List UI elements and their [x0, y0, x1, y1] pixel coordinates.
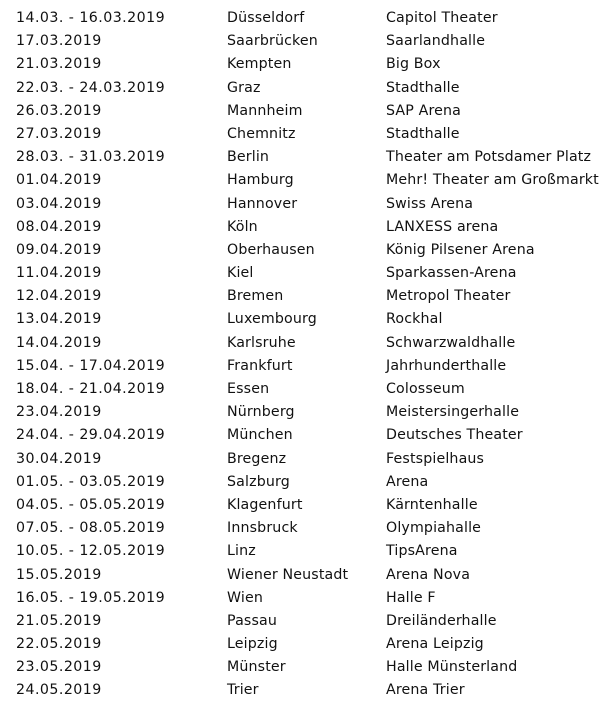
venue-cell: TipsArena [386, 543, 458, 560]
city-cell: Hamburg [227, 172, 294, 189]
venue-cell: Deutsches Theater [386, 427, 523, 444]
city-cell: Frankfurt [227, 357, 293, 374]
date-cell: 27.03.2019 [16, 125, 102, 142]
schedule-row [0, 332, 600, 355]
venue-cell: Saarlandhalle [386, 33, 486, 50]
city-cell: Graz [227, 79, 261, 96]
venue-cell: Stadthalle [386, 125, 460, 142]
date-cell: 07.05. - 08.05.2019 [16, 520, 166, 537]
schedule-row [0, 610, 600, 633]
venue-cell: Arena [386, 473, 429, 490]
date-cell: 11.04.2019 [16, 265, 102, 282]
schedule-row [0, 448, 600, 471]
date-cell: 24.05.2019 [16, 682, 102, 699]
venue-cell: Arena Nova [386, 566, 471, 583]
venue-cell: SAP Arena [386, 102, 462, 119]
date-cell: 24.04. - 29.04.2019 [16, 427, 166, 444]
schedule-row [0, 540, 600, 563]
date-cell: 04.05. - 05.05.2019 [16, 496, 166, 513]
date-cell: 23.04.2019 [16, 404, 102, 421]
date-cell: 10.05. - 12.05.2019 [16, 543, 166, 560]
date-cell: 08.04.2019 [16, 218, 102, 235]
date-cell: 13.04.2019 [16, 311, 102, 328]
schedule-row [0, 424, 600, 447]
date-cell: 17.03.2019 [16, 33, 102, 50]
venue-cell: Sparkassen-Arena [386, 265, 517, 282]
date-cell: 03.04.2019 [16, 195, 102, 212]
city-cell: Karlsruhe [227, 334, 296, 351]
schedule-row [0, 587, 600, 610]
city-cell: Wien [227, 589, 263, 606]
city-cell: Oberhausen [227, 241, 315, 258]
schedule-row [0, 494, 600, 517]
city-cell: Essen [227, 381, 270, 397]
city-cell: Salzburg [227, 473, 290, 490]
venue-cell: Kärntenhalle [386, 496, 478, 513]
city-cell: Saarbrücken [227, 33, 318, 50]
schedule-row [0, 77, 600, 100]
venue-cell: Festspielhaus [386, 450, 485, 467]
venue-cell: Metropol Theater [386, 288, 511, 305]
city-cell: Klagenfurt [227, 496, 303, 513]
city-cell: Passau [227, 612, 277, 629]
schedule-row [0, 401, 600, 424]
date-cell: 14.03. - 16.03.2019 [16, 10, 166, 26]
date-cell: 22.05.2019 [16, 636, 102, 653]
city-cell: Chemnitz [227, 125, 296, 142]
date-cell: 01.05. - 03.05.2019 [16, 473, 166, 490]
venue-cell: Swiss Arena [386, 195, 474, 212]
city-cell: Leipzig [227, 636, 278, 653]
city-cell: Luxembourg [227, 311, 317, 328]
city-cell: Nürnberg [227, 404, 295, 421]
schedule-row [0, 30, 600, 53]
schedule-row [0, 7, 600, 30]
city-cell: Berlin [227, 149, 270, 166]
city-cell: Wiener Neustadt [227, 566, 349, 583]
city-cell: Münster [227, 659, 286, 676]
schedule-row [0, 517, 600, 540]
schedule-row [0, 378, 600, 401]
venue-cell: Halle Münsterland [386, 659, 518, 676]
venue-cell: Arena Trier [386, 682, 465, 699]
date-cell: 23.05.2019 [16, 659, 102, 676]
schedule-row [0, 633, 600, 656]
city-cell: Innsbruck [227, 520, 298, 537]
schedule-row [0, 193, 600, 216]
date-cell: 28.03. - 31.03.2019 [16, 149, 166, 166]
date-cell: 30.04.2019 [16, 450, 102, 467]
schedule-row [0, 471, 600, 494]
schedule-row [0, 216, 600, 239]
venue-cell: Theater am Potsdamer Platz [386, 149, 592, 166]
venue-cell: Halle F [386, 589, 436, 606]
city-cell: Mannheim [227, 102, 303, 119]
city-cell: Bregenz [227, 450, 287, 467]
venue-cell: Meistersingerhalle [386, 404, 520, 421]
venue-cell: Capitol Theater [386, 10, 498, 26]
date-cell: 01.04.2019 [16, 172, 102, 189]
city-cell: Düsseldorf [227, 10, 305, 26]
schedule-row [0, 53, 600, 76]
schedule-row [0, 123, 600, 146]
date-cell: 15.04. - 17.04.2019 [16, 357, 166, 374]
venue-cell: LANXESS arena [386, 218, 499, 235]
city-cell: Linz [227, 543, 256, 560]
schedule-row [0, 679, 600, 702]
city-cell: Trier [227, 682, 259, 699]
venue-cell: Stadthalle [386, 79, 460, 96]
city-cell: Hannover [227, 195, 298, 212]
schedule-row [0, 355, 600, 378]
schedule-row [0, 285, 600, 308]
venue-cell: Colosseum [386, 381, 465, 397]
venue-cell: Rockhal [386, 311, 443, 328]
date-cell: 22.03. - 24.03.2019 [16, 79, 166, 96]
schedule-row [0, 169, 600, 192]
venue-cell: Dreiländerhalle [386, 612, 497, 629]
venue-cell: Big Box [386, 56, 441, 73]
city-cell: München [227, 427, 293, 444]
schedule-row [0, 262, 600, 285]
city-cell: Kempten [227, 56, 292, 73]
city-cell: Köln [227, 218, 258, 235]
schedule-row [0, 146, 600, 169]
date-cell: 14.04.2019 [16, 334, 102, 351]
venue-cell: Arena Leipzig [386, 636, 484, 653]
date-cell: 09.04.2019 [16, 241, 102, 258]
date-cell: 18.04. - 21.04.2019 [16, 381, 166, 397]
schedule-row [0, 564, 600, 587]
date-cell: 12.04.2019 [16, 288, 102, 305]
city-cell: Bremen [227, 288, 284, 305]
date-cell: 15.05.2019 [16, 566, 102, 583]
schedule-row [0, 308, 600, 331]
date-cell: 16.05. - 19.05.2019 [16, 589, 166, 606]
venue-cell: Schwarzwaldhalle [386, 334, 516, 351]
venue-cell: Mehr! Theater am Großmarkt [386, 172, 599, 189]
date-cell: 26.03.2019 [16, 102, 102, 119]
venue-cell: Jahrhunderthalle [386, 357, 507, 374]
venue-cell: Olympiahalle [386, 520, 482, 537]
city-cell: Kiel [227, 265, 254, 282]
venue-cell: König Pilsener Arena [386, 241, 535, 258]
schedule-row [0, 656, 600, 679]
date-cell: 21.03.2019 [16, 56, 102, 73]
date-cell: 21.05.2019 [16, 612, 102, 629]
schedule-row [0, 100, 600, 123]
schedule-row [0, 239, 600, 262]
